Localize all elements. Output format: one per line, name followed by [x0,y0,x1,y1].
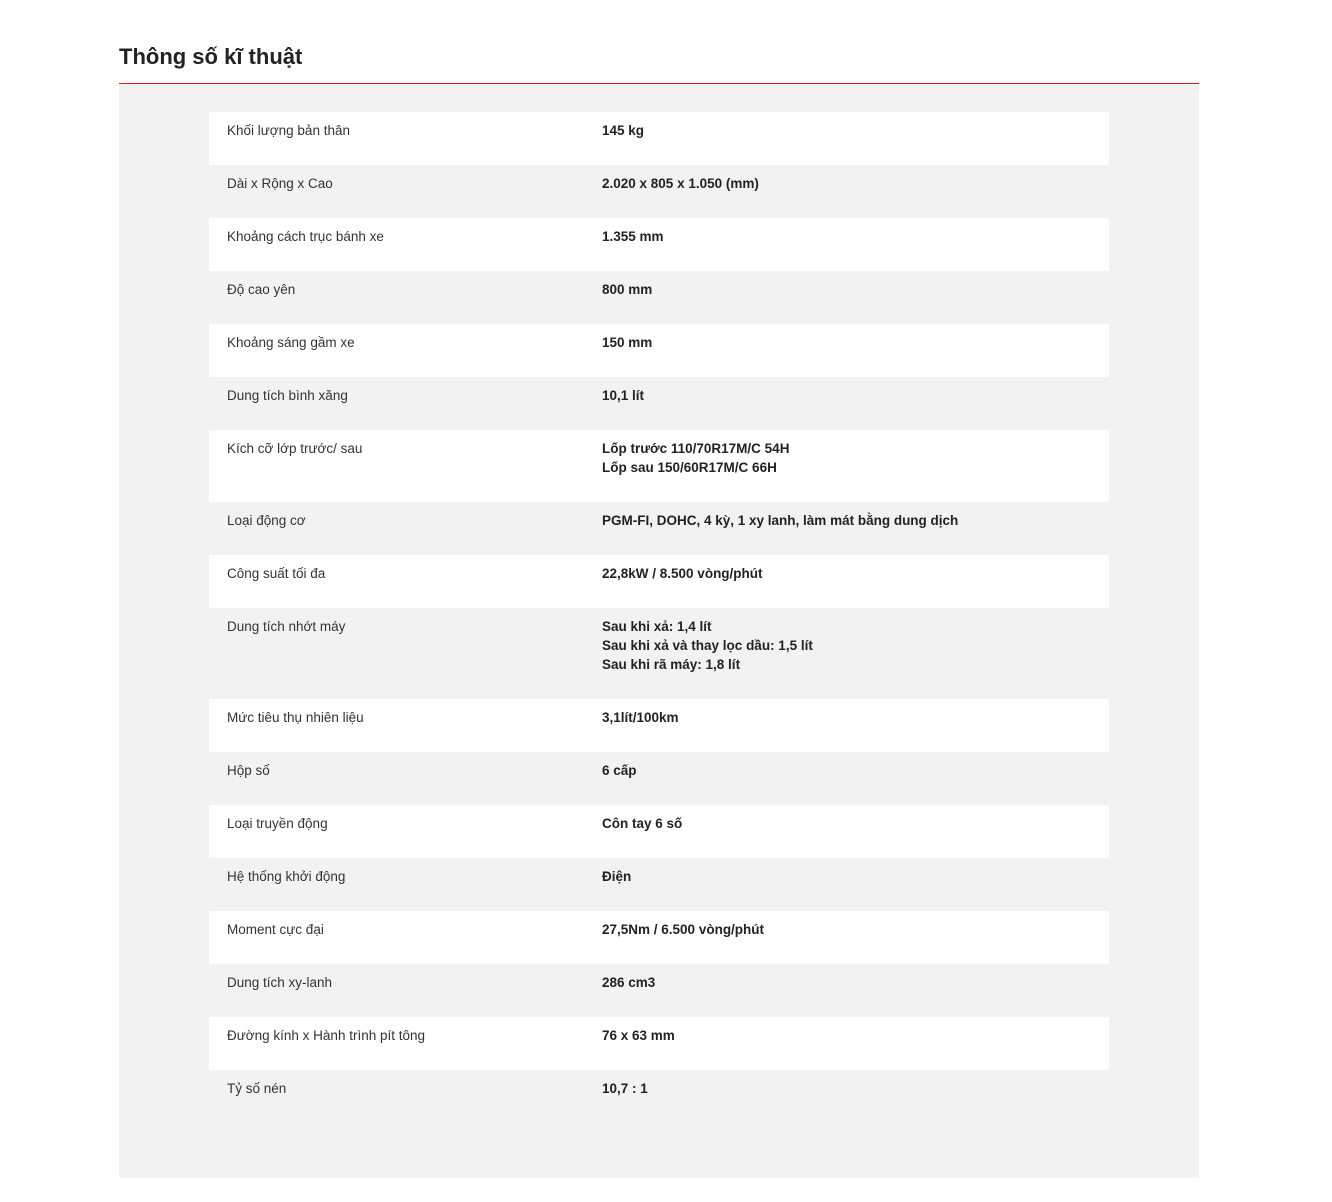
spec-label: Hệ thống khởi động [209,858,584,911]
spec-value-line: 10,1 lít [602,388,645,403]
spec-value [584,699,1109,752]
spec-value-line: 800 mm [602,282,653,297]
spec-label: Loại truyền động [209,805,584,858]
spec-value [584,1017,1109,1070]
spec-value [584,1070,1109,1123]
table-row [209,218,1109,271]
spec-panel [119,84,1199,1178]
spec-value-line: 2.020 x 805 x 1.050 (mm) [602,176,759,191]
spec-table [209,112,1109,1123]
spec-value [584,165,1109,218]
spec-value-line: 27,5Nm / 6.500 vòng/phút [602,922,765,937]
spec-table-body [209,112,1109,1123]
table-row [209,112,1109,165]
spec-label: Tỷ số nén [209,1070,584,1123]
spec-label: Loại động cơ [209,502,584,555]
table-row [209,964,1109,1017]
spec-value-line: 22,8kW / 8.500 vòng/phút [602,566,763,581]
table-row [209,752,1109,805]
spec-value-line: 1.355 mm [602,229,664,244]
spec-label: Mức tiêu thụ nhiên liệu [209,699,584,752]
spec-section [119,0,1199,1178]
spec-value-line: Sau khi xả và thay lọc dầu: 1,5 lít [602,638,813,653]
spec-value [584,911,1109,964]
page-title: Thông số kĩ thuật [119,0,1199,84]
spec-label: Độ cao yên [209,271,584,324]
spec-value-line: 3,1lít/100km [602,710,679,725]
spec-value [584,271,1109,324]
spec-value [584,608,1109,699]
spec-value [584,218,1109,271]
spec-value-line: Lốp sau 150/60R17M/C 66H [602,460,777,475]
spec-value-line: Sau khi rã máy: 1,8 lít [602,657,741,672]
table-row [209,805,1109,858]
spec-value-line: Côn tay 6 số [602,816,683,831]
spec-value-line: 6 cấp [602,763,637,778]
spec-value [584,430,1109,502]
spec-label: Khoảng sáng gầm xe [209,324,584,377]
spec-label: Dung tích xy-lanh [209,964,584,1017]
spec-label: Công suất tối đa [209,555,584,608]
spec-label: Khối lượng bản thân [209,112,584,165]
table-row [209,699,1109,752]
spec-value [584,324,1109,377]
spec-value-line: Lốp trước 110/70R17M/C 54H [602,441,790,456]
table-row [209,858,1109,911]
spec-label: Dài x Rộng x Cao [209,165,584,218]
spec-value [584,964,1109,1017]
spec-label: Đường kính x Hành trình pít tông [209,1017,584,1070]
spec-label: Khoảng cách trục bánh xe [209,218,584,271]
spec-value [584,555,1109,608]
spec-value [584,805,1109,858]
spec-value [584,858,1109,911]
table-row [209,271,1109,324]
spec-value [584,502,1109,555]
spec-value-line: Sau khi xả: 1,4 lít [602,619,712,634]
table-row [209,324,1109,377]
spec-label: Kích cỡ lớp trước/ sau [209,430,584,502]
spec-value-line: PGM-FI, DOHC, 4 kỳ, 1 xy lanh, làm mát bằng dung dịch [602,513,959,528]
table-row [209,165,1109,218]
table-row [209,1017,1109,1070]
spec-label: Dung tích bình xăng [209,377,584,430]
spec-label: Dung tích nhớt máy [209,608,584,699]
table-row [209,911,1109,964]
spec-value-line: Điện [602,869,632,884]
spec-label: Hộp số [209,752,584,805]
spec-value-line: 76 x 63 mm [602,1028,675,1043]
table-row [209,430,1109,502]
table-row [209,608,1109,699]
spec-value [584,112,1109,165]
table-row [209,502,1109,555]
spec-value-line: 150 mm [602,335,653,350]
spec-value-line: 10,7 : 1 [602,1081,648,1096]
spec-label: Moment cực đại [209,911,584,964]
spec-value [584,752,1109,805]
table-row [209,555,1109,608]
table-row [209,377,1109,430]
table-row [209,1070,1109,1123]
spec-value [584,377,1109,430]
spec-value-line: 286 cm3 [602,975,656,990]
spec-value-line: 145 kg [602,123,645,138]
